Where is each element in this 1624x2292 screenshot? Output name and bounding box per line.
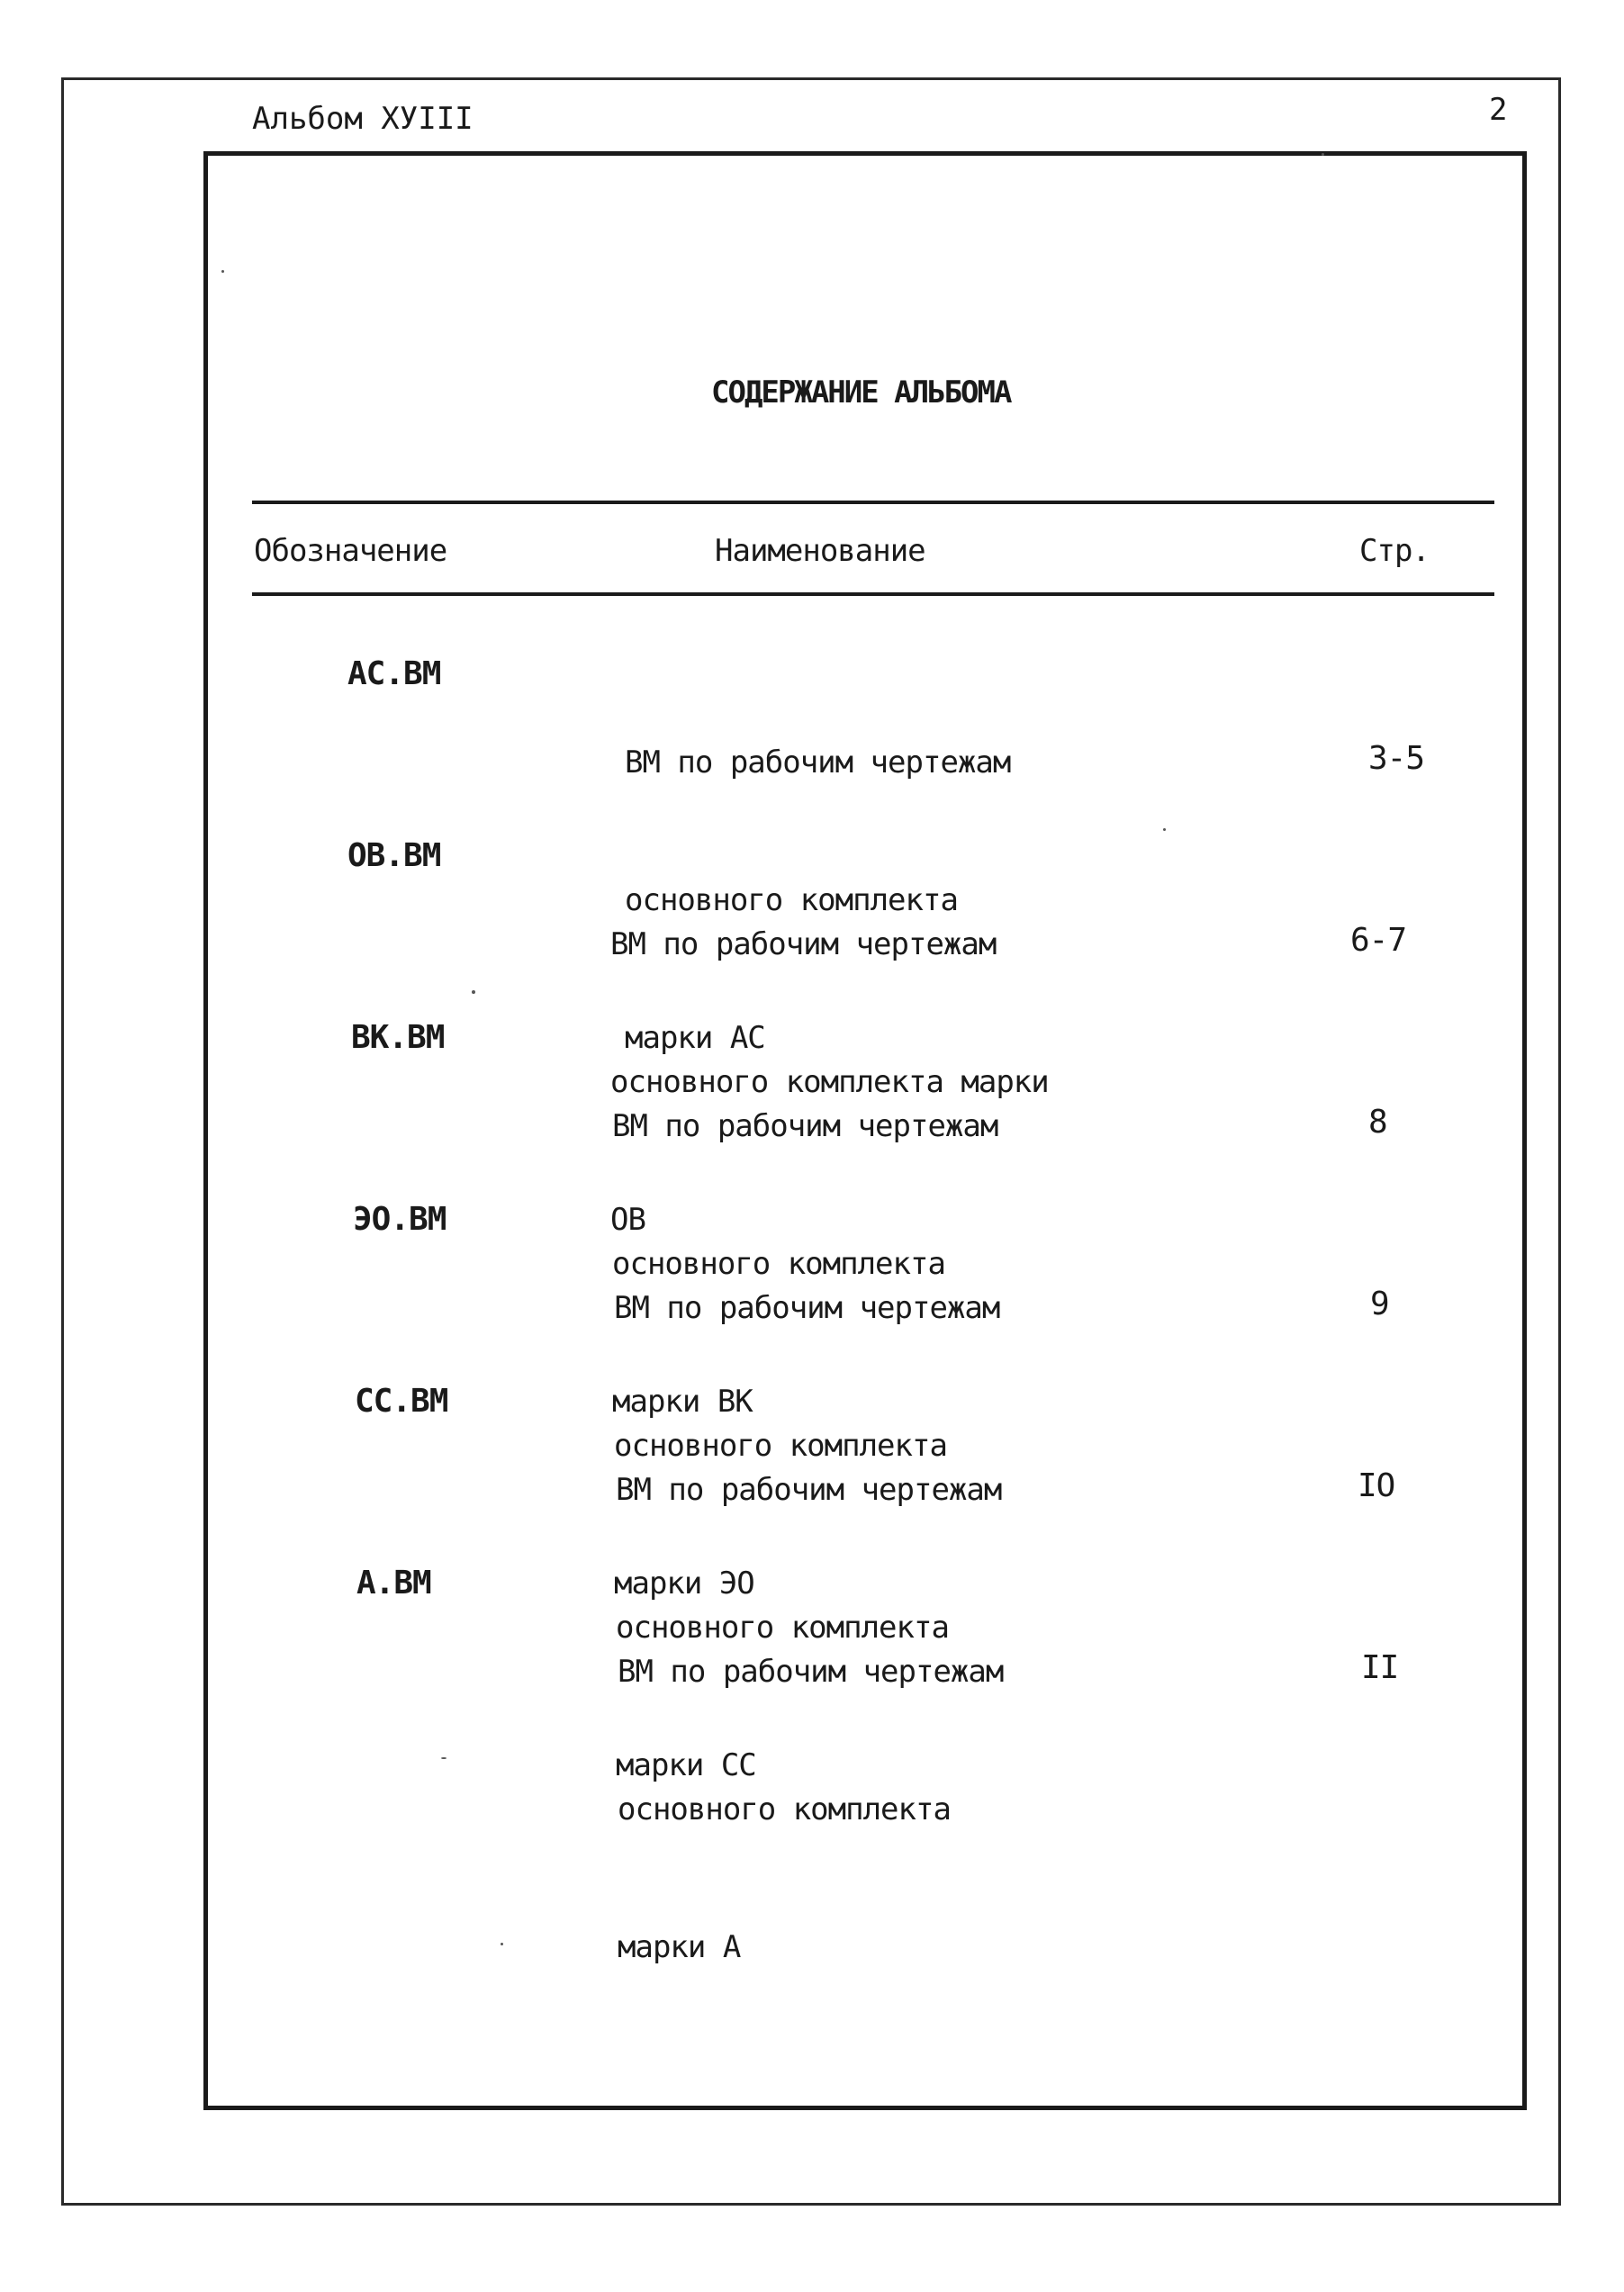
entry-name-line: ВМ по рабочим чертежам [614, 1290, 1000, 1326]
column-header-name: Наименование [715, 533, 925, 569]
entry-name-line: марки ВК [612, 1384, 753, 1420]
entry-name-line: ВМ по рабочим чертежам [612, 1108, 998, 1144]
table-header-rule [252, 592, 1494, 596]
entry-name-line: ОВ [610, 1202, 645, 1238]
entry-page: II [1361, 1649, 1399, 1686]
entry-name-line: основного комплекта [616, 1610, 949, 1646]
scan-speck [472, 990, 475, 994]
entry-name [618, 1557, 1003, 2017]
entry-code: ОВ.ВМ [347, 837, 441, 874]
entry-page: 9 [1370, 1286, 1389, 1322]
entry-name-line: марки СС [616, 1747, 756, 1783]
page-number: 2 [1489, 92, 1508, 128]
entry-name-line: ВМ по рабочим чертежам [610, 926, 997, 962]
entry-name-line: марки АС [625, 1020, 765, 1056]
column-header-designation: Обозначение [254, 533, 447, 569]
entry-code: ВК.ВМ [351, 1019, 445, 1056]
scan-speck [221, 270, 224, 273]
entry-page: IO [1358, 1467, 1395, 1504]
scan-speck [501, 1943, 503, 1945]
album-label: Альбом ХУIII [252, 101, 474, 137]
entry-page: 3-5 [1368, 740, 1425, 777]
entry-name-line: марки ЭО [614, 1566, 754, 1602]
entry-name-line: марки А [618, 1929, 741, 1965]
scan-speck [1163, 828, 1166, 831]
entry-page: 6-7 [1350, 922, 1407, 959]
entry-code: ЭО.ВМ [353, 1201, 447, 1238]
entry-name-line: основного комплекта [618, 1791, 951, 1827]
entry-page: 8 [1368, 1104, 1387, 1141]
scan-speck [1322, 153, 1324, 156]
entry-code: А.ВМ [356, 1565, 431, 1602]
scan-speck [441, 1757, 447, 1759]
entry-name-line: основного комплекта [625, 882, 958, 918]
entry-name-line: основного комплекта [612, 1246, 945, 1282]
column-header-page: Стр. [1359, 533, 1430, 569]
entry-code: СС.ВМ [355, 1383, 448, 1420]
entry-code: АС.ВМ [347, 655, 441, 692]
entry-name-line: ВМ по рабочим чертежам [618, 1654, 1004, 1690]
entry-name-line: основного комплекта [614, 1428, 947, 1464]
entry-name-line: ВМ по рабочим чертежам [625, 744, 1011, 781]
page-title: СОДЕРЖАНИЕ АЛЬБОМА [711, 374, 1011, 411]
entry-name-line: ВМ по рабочим чертежам [616, 1472, 1002, 1508]
table-top-rule [252, 501, 1494, 504]
entry-name-line: основного комплекта марки [610, 1064, 1049, 1100]
